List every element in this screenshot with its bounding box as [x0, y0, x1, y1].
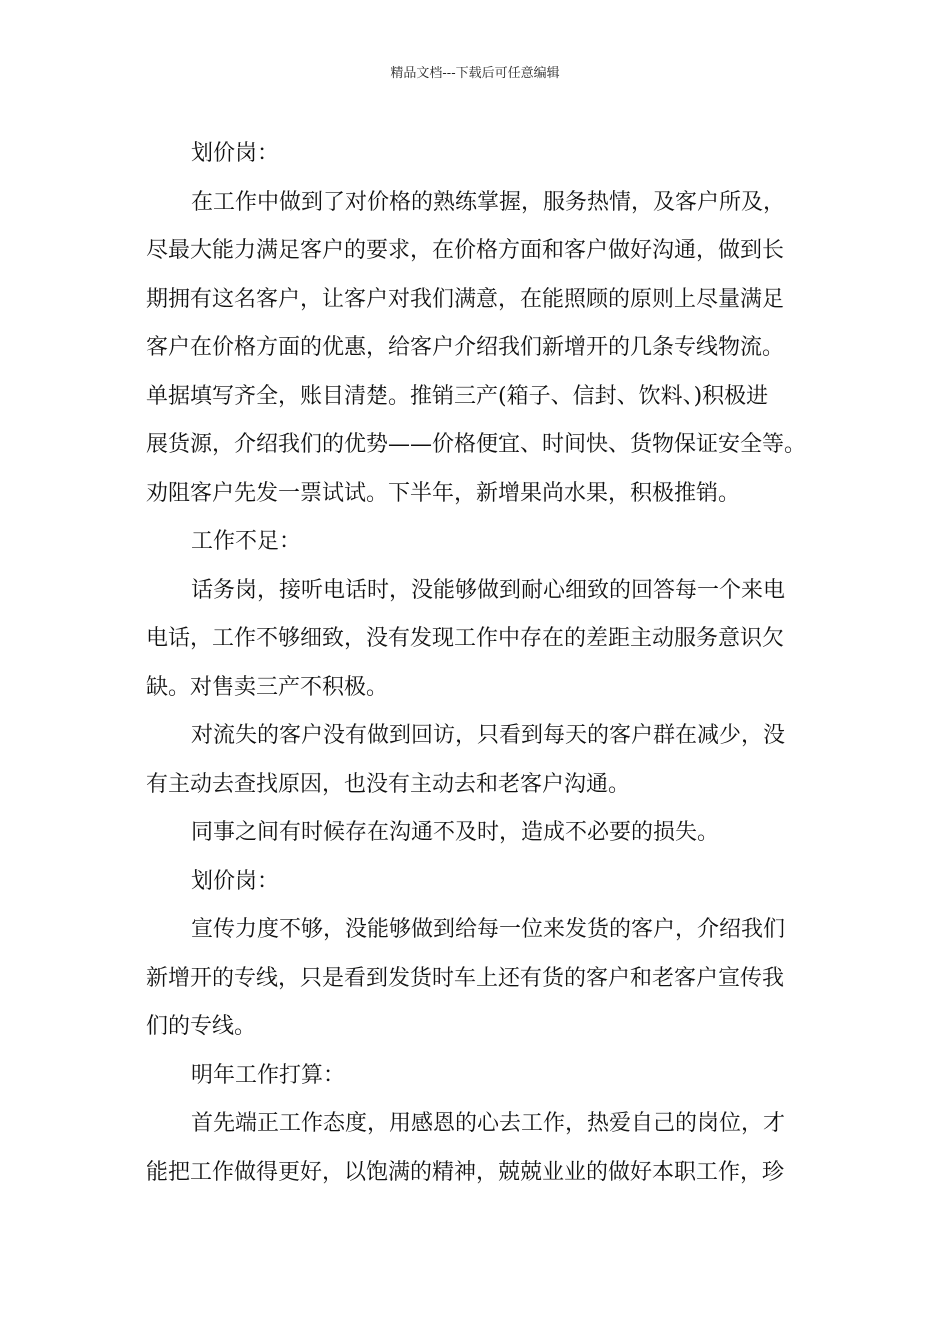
paragraph-line: 划价岗： — [191, 141, 280, 166]
paragraph-line: 劝阻客户先发一票试试。下半年，新增果尚水果，积极推销。 — [146, 480, 741, 506]
paragraph — [146, 858, 818, 907]
document-body — [146, 130, 818, 1197]
paragraph-line: 电话，工作不够细致，没有发现工作中存在的差距主动服务意识欠 — [146, 626, 785, 651]
paragraph-line: 能把工作做得更好，以饱满的精神，兢兢业业的做好本职工作，珍 — [146, 1159, 785, 1185]
paragraph-line: 同事之间有时候存在沟通不及时，造成不必要的损失。 — [191, 820, 720, 845]
page-header: 精品文档---下载后可任意编辑 — [390, 66, 560, 81]
paragraph — [146, 906, 818, 1052]
paragraph — [146, 130, 818, 179]
paragraph-line: 客户在价格方面的优惠，给客户介绍我们新增开的几条专线物流。 — [146, 335, 785, 360]
paragraph — [146, 1100, 818, 1197]
paragraph-line: 缺。对售卖三产不积极。 — [146, 674, 389, 700]
paragraph — [146, 518, 818, 567]
paragraph-line: 话务岗，接听电话时，没能够做到耐心细致的回答每一个来电 — [191, 577, 786, 603]
paragraph-line: 宣传力度不够，没能够做到给每一位来发货的客户，介绍我们 — [191, 917, 786, 942]
paragraph-line: 有主动去查找原因，也没有主动去和老客户沟通。 — [146, 771, 631, 797]
paragraph — [146, 179, 818, 519]
paragraph-line: 们的专线。 — [146, 1014, 257, 1039]
paragraph-line: 新增开的专线，只是看到发货时车上还有货的客户和老客户宣传我 — [146, 965, 785, 991]
paragraph-line: 工作不足： — [191, 529, 302, 554]
paragraph — [146, 1052, 818, 1101]
paragraph — [146, 567, 818, 713]
paragraph-line: 期拥有这名客户，让客户对我们满意，在能照顾的原则上尽量满足 — [146, 286, 785, 312]
paragraph-line: 在工作中做到了对价格的熟练掌握，服务热情，及客户所及， — [191, 189, 786, 215]
paragraph — [146, 712, 818, 809]
paragraph-line: 单据填写齐全，账目清楚。推销三产(箱子、信封、饮料、)积极进 — [146, 383, 769, 409]
paragraph-line: 对流失的客户没有做到回访，只看到每天的客户群在减少，没 — [191, 723, 786, 748]
paragraph-line: 尽最大能力满足客户的要求，在价格方面和客户做好沟通，做到长 — [146, 238, 785, 263]
paragraph-line: 首先端正工作态度，用感恩的心去工作，热爱自己的岗位，才 — [191, 1111, 786, 1136]
paragraph-line: 划价岗： — [191, 868, 280, 894]
paragraph-line: 展货源，介绍我们的优势——价格便宜、时间快、货物保证安全等。 — [146, 432, 807, 457]
paragraph-line: 明年工作打算： — [191, 1062, 346, 1088]
paragraph — [146, 809, 818, 858]
